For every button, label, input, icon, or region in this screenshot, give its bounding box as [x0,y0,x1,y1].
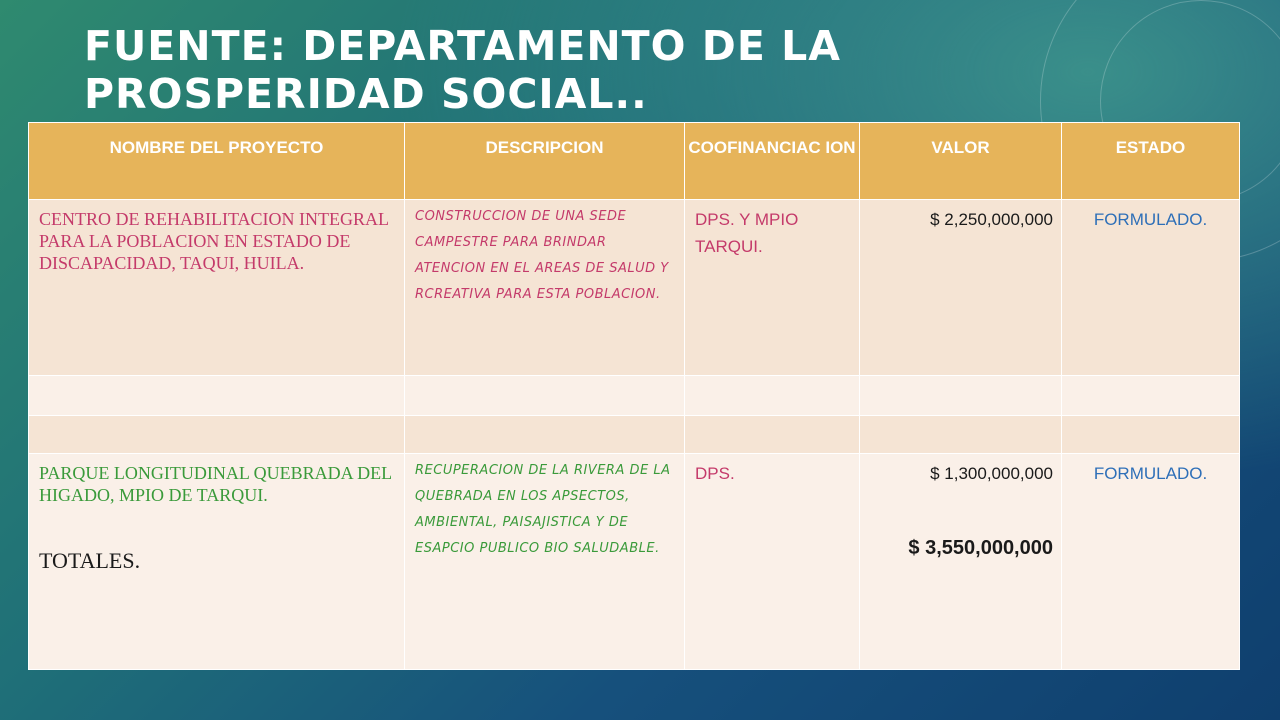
project-estado-cell: FORMULADO. [1062,200,1240,376]
totals-label: TOTALES. [39,548,141,573]
project-estado-cell: FORMULADO. [1062,454,1240,670]
project-name-cell: CENTRO DE REHABILITACION INTEGRAL PARA LA POBLACION EN ESTADO DE DISCAPACIDAD, TAQUI, HUILA. [29,200,405,376]
project-cofinanciacion-cell: DPS. Y MPIO TARQUI. [685,200,860,376]
table-header-row [29,123,1240,200]
project-cofinanciacion-cell: DPS. [685,454,860,670]
project-valor-cell: $ 2,250,000,000 [860,200,1062,376]
project-name-cell: PARQUE LONGITUDINAL QUEBRADA DEL HIGADO, MPIO DE TARQUI. [39,463,392,505]
header-valor: VALOR [860,123,1062,200]
project-description-cell: RECUPERACION DE LA RIVERA DE LA QUEBRADA EN LOS APSECTOS, AMBIENTAL, PAISAJISTICA Y DE ESAPCIO PUBLICO BIO SALUDABLE. [405,454,685,670]
empty-row [29,416,1240,454]
table-row [29,200,1240,376]
project-description-cell: CONSTRUCCION DE UNA SEDE CAMPESTRE PARA BRINDAR ATENCION EN EL AREAS DE SALUD Y RCREATIVA PARA ESTA POBLACION. [405,200,685,376]
header-cofinanciacion: COOFINANCIAC ION [685,123,860,200]
projects-table [28,122,1239,658]
header-nombre: NOMBRE DEL PROYECTO [29,123,405,200]
empty-row [29,376,1240,416]
table-row [29,454,1240,670]
totals-value: $ 3,550,000,000 [908,537,1053,559]
header-descripcion: DESCRIPCION [405,123,685,200]
project-valor-cell: $ 1,300,000,000 [930,464,1053,483]
page-title: FUENTE: DEPARTAMENTO DE LA PROSPERIDAD SOCIAL.. [84,22,841,118]
header-estado: ESTADO [1062,123,1240,200]
